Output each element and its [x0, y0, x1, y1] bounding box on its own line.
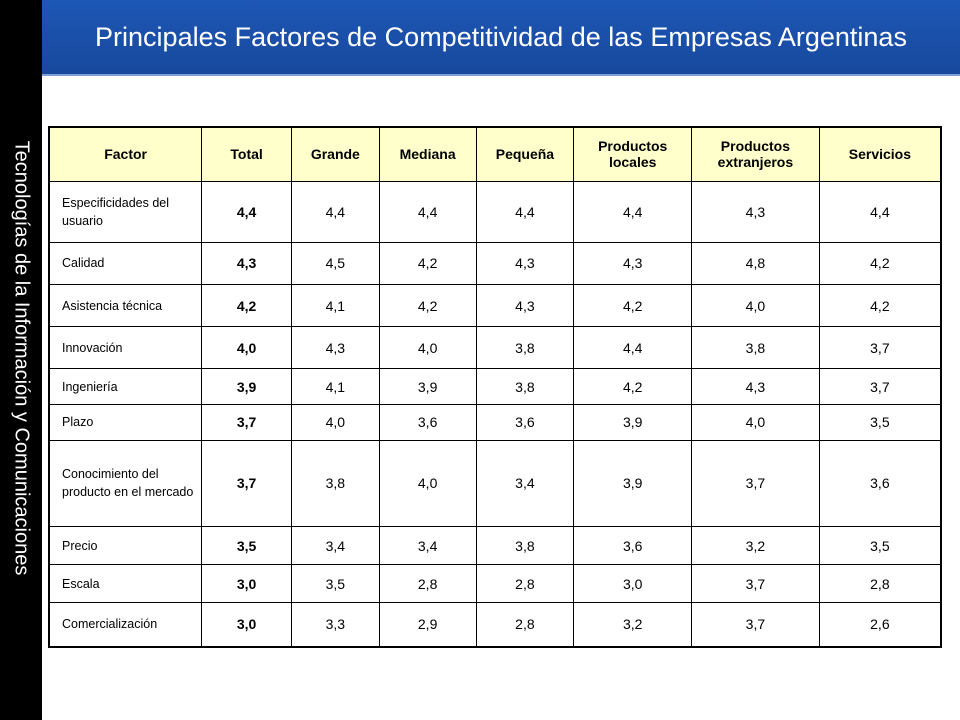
cell-pequena: 4,4: [476, 181, 574, 242]
cell-pequena: 4,3: [476, 242, 574, 284]
cell-pequena: 4,3: [476, 284, 574, 326]
cell-total: 3,5: [202, 527, 292, 565]
cell-extranjeros: 3,2: [692, 527, 820, 565]
cell-factor: Especificidades del usuario: [49, 181, 202, 242]
column-header-pequena: Pequeña: [476, 127, 574, 181]
competitiveness-table: [48, 126, 942, 648]
cell-servicios: 4,2: [819, 284, 941, 326]
cell-mediana: 4,0: [379, 440, 476, 527]
cell-extranjeros: 4,3: [692, 181, 820, 242]
cell-extranjeros: 3,8: [692, 327, 820, 369]
cell-extranjeros: 3,7: [692, 565, 820, 603]
cell-servicios: 3,5: [819, 527, 941, 565]
cell-locales: 4,2: [574, 284, 692, 326]
table-row: [49, 440, 941, 527]
table-row: [49, 602, 941, 647]
cell-extranjeros: 3,7: [692, 602, 820, 647]
cell-grande: 4,1: [291, 284, 379, 326]
cell-total: 3,7: [202, 404, 292, 440]
cell-extranjeros: 4,0: [692, 284, 820, 326]
cell-locales: 4,4: [574, 327, 692, 369]
cell-extranjeros: 4,0: [692, 404, 820, 440]
table-header-row: [49, 127, 941, 181]
cell-total: 3,0: [202, 602, 292, 647]
cell-factor: Plazo: [49, 404, 202, 440]
cell-mediana: 2,9: [379, 602, 476, 647]
cell-factor: Asistencia técnica: [49, 284, 202, 326]
column-header-mediana: Mediana: [379, 127, 476, 181]
cell-pequena: 3,8: [476, 327, 574, 369]
cell-factor: Precio: [49, 527, 202, 565]
cell-servicios: 4,4: [819, 181, 941, 242]
cell-locales: 4,4: [574, 181, 692, 242]
cell-factor: Ingeniería: [49, 369, 202, 405]
cell-total: 4,4: [202, 181, 292, 242]
cell-pequena: 3,4: [476, 440, 574, 527]
cell-servicios: 3,7: [819, 369, 941, 405]
cell-total: 4,2: [202, 284, 292, 326]
cell-grande: 4,4: [291, 181, 379, 242]
cell-pequena: 2,8: [476, 602, 574, 647]
cell-pequena: 3,8: [476, 527, 574, 565]
cell-mediana: 3,9: [379, 369, 476, 405]
cell-pequena: 3,8: [476, 369, 574, 405]
cell-factor: Escala: [49, 565, 202, 603]
cell-locales: 4,2: [574, 369, 692, 405]
table-row: [49, 527, 941, 565]
sidebar-band: [0, 0, 42, 720]
table-row: [49, 404, 941, 440]
cell-total: 4,0: [202, 327, 292, 369]
column-header-grande: Grande: [291, 127, 379, 181]
cell-mediana: 4,4: [379, 181, 476, 242]
cell-total: 4,3: [202, 242, 292, 284]
cell-locales: 3,9: [574, 404, 692, 440]
column-header-factor: Factor: [49, 127, 202, 181]
table-row: [49, 565, 941, 603]
table-row: [49, 181, 941, 242]
cell-mediana: 4,0: [379, 327, 476, 369]
cell-mediana: 4,2: [379, 242, 476, 284]
cell-grande: 4,5: [291, 242, 379, 284]
cell-grande: 4,0: [291, 404, 379, 440]
table-row: [49, 327, 941, 369]
cell-grande: 3,3: [291, 602, 379, 647]
cell-extranjeros: 4,8: [692, 242, 820, 284]
cell-total: 3,9: [202, 369, 292, 405]
cell-servicios: 4,2: [819, 242, 941, 284]
sidebar-label: Tecnologías de la Información y Comunicaciones: [10, 140, 33, 576]
cell-grande: 4,3: [291, 327, 379, 369]
cell-locales: 3,9: [574, 440, 692, 527]
cell-servicios: 3,5: [819, 404, 941, 440]
cell-mediana: 4,2: [379, 284, 476, 326]
cell-extranjeros: 3,7: [692, 440, 820, 527]
table-row: [49, 369, 941, 405]
cell-mediana: 3,6: [379, 404, 476, 440]
cell-locales: 4,3: [574, 242, 692, 284]
cell-grande: 3,4: [291, 527, 379, 565]
cell-mediana: 3,4: [379, 527, 476, 565]
table-row: [49, 284, 941, 326]
cell-locales: 3,6: [574, 527, 692, 565]
cell-extranjeros: 4,3: [692, 369, 820, 405]
cell-servicios: 2,6: [819, 602, 941, 647]
cell-factor: Calidad: [49, 242, 202, 284]
column-header-productos-locales: Productos locales: [574, 127, 692, 181]
cell-pequena: 2,8: [476, 565, 574, 603]
cell-pequena: 3,6: [476, 404, 574, 440]
title-bar: [42, 0, 960, 76]
column-header-productos-extranjeros: Productos extranjeros: [692, 127, 820, 181]
cell-factor: Comercialización: [49, 602, 202, 647]
cell-grande: 4,1: [291, 369, 379, 405]
cell-servicios: 2,8: [819, 565, 941, 603]
cell-mediana: 2,8: [379, 565, 476, 603]
cell-servicios: 3,7: [819, 327, 941, 369]
column-header-total: Total: [202, 127, 292, 181]
column-header-servicios: Servicios: [819, 127, 941, 181]
cell-factor: Innovación: [49, 327, 202, 369]
page-title: Principales Factores de Competitividad de las Empresas Argentinas: [95, 22, 907, 52]
cell-locales: 3,2: [574, 602, 692, 647]
table-row: [49, 242, 941, 284]
cell-servicios: 3,6: [819, 440, 941, 527]
cell-total: 3,7: [202, 440, 292, 527]
cell-total: 3,0: [202, 565, 292, 603]
cell-grande: 3,8: [291, 440, 379, 527]
cell-grande: 3,5: [291, 565, 379, 603]
cell-locales: 3,0: [574, 565, 692, 603]
cell-factor: Conocimiento del producto en el mercado: [49, 440, 202, 527]
